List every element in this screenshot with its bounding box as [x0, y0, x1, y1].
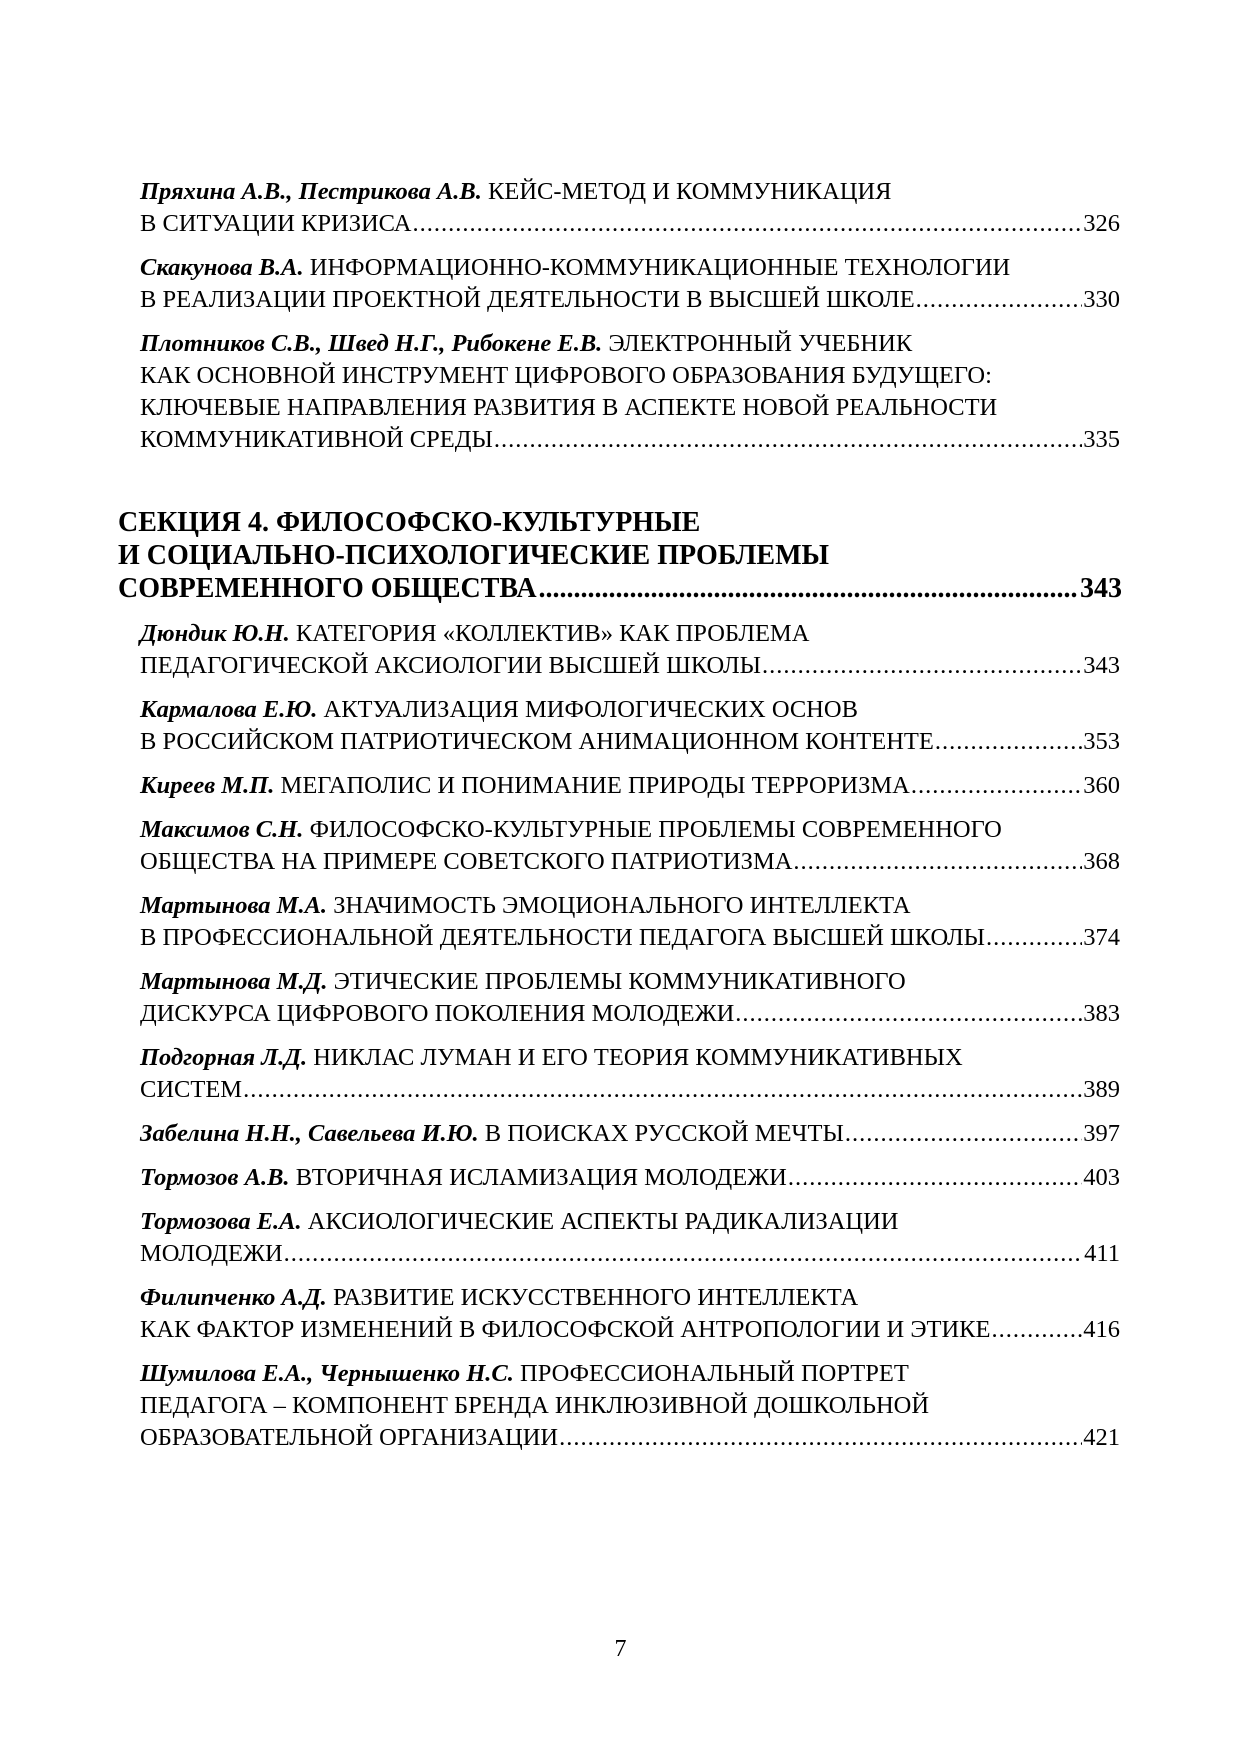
toc-entry-title: ПЕДАГОГИЧЕСКОЙ АКСИОЛОГИИ ВЫСШЕЙ ШКОЛЫ — [140, 652, 762, 679]
toc-entry-title: НИКЛАС ЛУМАН И ЕГО ТЕОРИЯ КОММУНИКАТИВНЫХ — [313, 1044, 963, 1071]
toc-entry-text — [140, 922, 985, 954]
toc-entry[interactable] — [140, 252, 1120, 316]
toc-entry-title: АКТУАЛИЗАЦИЯ МИФОЛОГИЧЕСКИХ ОСНОВ — [323, 696, 858, 723]
toc-entry-author: Скакунова В.А. — [140, 254, 304, 281]
toc-entry-title: В РОССИЙСКОМ ПАТРИОТИЧЕСКОМ АНИМАЦИОННОМ КОНТЕНТЕ — [140, 728, 934, 755]
toc-entry-line — [140, 284, 1120, 316]
toc-entry-line — [140, 922, 1120, 954]
dot-leader — [845, 1118, 1082, 1150]
toc-entry-line — [140, 392, 1120, 424]
toc-entry-page-number: 421 — [1083, 1424, 1120, 1451]
section-title-line-2: И СОЦИАЛЬНО-ПСИХОЛОГИЧЕСКИЕ ПРОБЛЕМЫ — [118, 540, 829, 571]
toc-entry-author: Плотников С.В., Швед Н.Г., Рибокене Е.В. — [140, 330, 603, 357]
toc-entry-title: ЭТИЧЕСКИЕ ПРОБЛЕМЫ КОММУНИКАТИВНОГО — [333, 968, 906, 995]
dot-leader — [494, 424, 1082, 456]
toc-entry-text — [140, 846, 792, 878]
toc-entry-title: КЕЙС-МЕТОД И КОММУНИКАЦИЯ — [488, 178, 892, 205]
toc-entry-line — [140, 1390, 1120, 1422]
toc-entry-line — [140, 1358, 1120, 1390]
toc-entry-page-number: 360 — [1083, 772, 1120, 799]
toc-entry-text — [140, 1074, 242, 1106]
toc-entry-title: КАТЕГОРИЯ «КОЛЛЕКТИВ» КАК ПРОБЛЕМА — [295, 620, 810, 647]
toc-entry[interactable] — [140, 1118, 1120, 1150]
toc-entry-text — [140, 650, 761, 682]
toc-entry-author: Максимов С.Н. — [140, 816, 304, 843]
dot-leader — [986, 922, 1082, 954]
toc-entry[interactable] — [140, 328, 1120, 456]
toc-entry-title: В РЕАЛИЗАЦИИ ПРОЕКТНОЙ ДЕЯТЕЛЬНОСТИ В ВЫСШЕЙ ШКОЛЕ — [140, 286, 915, 313]
toc-entry-title: РАЗВИТИЕ ИСКУССТВЕННОГО ИНТЕЛЛЕКТА — [332, 1284, 859, 1311]
toc-entry-title: МЕГАПОЛИС И ПОНИМАНИЕ ПРИРОДЫ ТЕРРОРИЗМА — [280, 772, 910, 799]
toc-entry[interactable] — [140, 1206, 1120, 1270]
dot-leader — [735, 998, 1082, 1030]
toc-entry-line — [140, 1118, 1120, 1150]
toc-section-heading — [118, 506, 1122, 605]
toc-entry-page-number: 416 — [1083, 1316, 1120, 1343]
toc-entry-line — [140, 176, 1120, 208]
dot-leader — [559, 1422, 1082, 1454]
toc-entry-line — [140, 694, 1120, 726]
toc-entry-text — [140, 424, 493, 456]
toc-entry-line — [140, 618, 1120, 650]
toc-entry-page-number: 335 — [1083, 426, 1120, 453]
toc-entry-title: КАК ОСНОВНОЙ ИНСТРУМЕНТ ЦИФРОВОГО ОБРАЗОВАНИЯ БУДУЩЕГО: — [140, 362, 992, 389]
toc-entry-text — [140, 726, 934, 758]
dot-leader — [243, 1074, 1082, 1106]
toc-entry-author: Киреев М.П. — [140, 772, 275, 799]
toc-entry-line — [140, 814, 1120, 846]
toc-entry-author: Пряхина А.В., Пестрикова А.В. — [140, 178, 482, 205]
toc-entry-line — [140, 1206, 1120, 1238]
dot-leader — [762, 650, 1082, 682]
toc-entry[interactable] — [140, 618, 1120, 682]
toc-entry-line — [140, 998, 1120, 1030]
section-title-line-3 — [118, 572, 1122, 605]
toc-entry[interactable] — [140, 770, 1120, 802]
toc-entry-line — [140, 1238, 1120, 1270]
toc-entry-text — [140, 1162, 787, 1194]
toc-entry-text — [140, 1314, 991, 1346]
toc-entry-line — [140, 252, 1120, 284]
toc-entry-title: ОБРАЗОВАТЕЛЬНОЙ ОРГАНИЗАЦИИ — [140, 1424, 559, 1451]
toc-entry-author: Тормозов А.В. — [140, 1164, 290, 1191]
toc-entry-title: ПРОФЕССИОНАЛЬНЫЙ ПОРТРЕТ — [520, 1360, 909, 1387]
section-page-number: 343 — [1080, 573, 1122, 604]
toc-entry-line — [140, 208, 1120, 240]
toc-entry[interactable] — [140, 694, 1120, 758]
toc-entry-line — [140, 966, 1120, 998]
toc-entry-page-number: 383 — [1083, 1000, 1120, 1027]
toc-entry-title: КАК ФАКТОР ИЗМЕНЕНИЙ В ФИЛОСОФСКОЙ АНТРОПОЛОГИИ И ЭТИКЕ — [140, 1316, 991, 1343]
toc-entry-author: Подгорная Л.Д. — [140, 1044, 308, 1071]
toc-entry[interactable] — [140, 814, 1120, 878]
toc-entry-page-number: 397 — [1083, 1120, 1120, 1147]
toc-entry-text — [140, 998, 734, 1030]
toc-entry-author: Шумилова Е.А., Чернышенко Н.С. — [140, 1360, 514, 1387]
toc-entry-title: ВТОРИЧНАЯ ИСЛАМИЗАЦИЯ МОЛОДЕЖИ — [295, 1164, 787, 1191]
toc-entry-author: Дюндик Ю.Н. — [140, 620, 290, 647]
toc-entry-title: В СИТУАЦИИ КРИЗИСА — [140, 210, 412, 237]
toc-entry-text — [140, 1118, 844, 1150]
toc-entry-author: Мартынова М.А. — [140, 892, 328, 919]
dot-leader — [916, 284, 1083, 316]
toc-entry-text — [140, 1238, 283, 1270]
toc-entry[interactable] — [140, 1282, 1120, 1346]
toc-entries-top — [140, 176, 1120, 468]
toc-entry-page-number: 374 — [1083, 924, 1120, 951]
toc-entry-text — [140, 208, 411, 240]
toc-entry-title: ДИСКУРСА ЦИФРОВОГО ПОКОЛЕНИЯ МОЛОДЕЖИ — [140, 1000, 735, 1027]
toc-entry-text — [140, 1422, 558, 1454]
toc-entry-line — [140, 424, 1120, 456]
dot-leader — [793, 846, 1082, 878]
dot-leader — [412, 208, 1082, 240]
toc-entry-title: СИСТЕМ — [140, 1076, 243, 1103]
toc-entry-author: Тормозова Е.А. — [140, 1208, 302, 1235]
dot-leader — [539, 572, 1078, 605]
dot-leader — [284, 1238, 1083, 1270]
toc-entry-line — [140, 846, 1120, 878]
toc-entry-line — [140, 890, 1120, 922]
toc-entry-page-number: 389 — [1083, 1076, 1120, 1103]
dot-leader — [935, 726, 1082, 758]
toc-entry[interactable] — [140, 1358, 1120, 1454]
toc-entry-line — [140, 1422, 1120, 1454]
toc-entry-line — [140, 770, 1120, 802]
toc-entry-title: КОММУНИКАТИВНОЙ СРЕДЫ — [140, 426, 493, 453]
toc-entry-title: МОЛОДЕЖИ — [140, 1240, 283, 1267]
toc-entry-title: ЗНАЧИМОСТЬ ЭМОЦИОНАЛЬНОГО ИНТЕЛЛЕКТА — [333, 892, 911, 919]
toc-entry-page-number: 326 — [1083, 210, 1120, 237]
toc-entry-line — [140, 1042, 1120, 1074]
section-title-line-3-text: СОВРЕМЕННОГО ОБЩЕСТВА — [118, 573, 537, 604]
toc-entry-page-number: 330 — [1083, 286, 1120, 313]
toc-entry-author: Забелина Н.Н., Савельева И.Ю. — [140, 1120, 479, 1147]
toc-entry[interactable] — [140, 890, 1120, 954]
toc-entry-line — [140, 1074, 1120, 1106]
toc-entry-title: ОБЩЕСТВА НА ПРИМЕРЕ СОВЕТСКОГО ПАТРИОТИЗМА — [140, 848, 793, 875]
toc-entry-text — [140, 770, 910, 802]
toc-entry-page-number: 368 — [1083, 848, 1120, 875]
toc-entry-line — [140, 726, 1120, 758]
toc-entry-line — [140, 328, 1120, 360]
toc-entry-title: АКСИОЛОГИЧЕСКИЕ АСПЕКТЫ РАДИКАЛИЗАЦИИ — [307, 1208, 899, 1235]
toc-entry-title: В ПОИСКАХ РУССКОЙ МЕЧТЫ — [484, 1120, 844, 1147]
toc-entry-line — [140, 360, 1120, 392]
dot-leader — [992, 1314, 1083, 1346]
section-title-line-1: СЕКЦИЯ 4. ФИЛОСОФСКО-КУЛЬТУРНЫЕ — [118, 507, 701, 538]
toc-entry-title: В ПРОФЕССИОНАЛЬНОЙ ДЕЯТЕЛЬНОСТИ ПЕДАГОГА ВЫСШЕЙ ШКОЛЫ — [140, 924, 985, 951]
toc-entry-title: ЭЛЕКТРОННЫЙ УЧЕБНИК — [608, 330, 913, 357]
toc-entry-line — [140, 1314, 1120, 1346]
toc-entry[interactable] — [140, 1042, 1120, 1106]
toc-entry[interactable] — [140, 1162, 1120, 1194]
toc-entry[interactable] — [140, 176, 1120, 240]
toc-entry-line — [140, 1282, 1120, 1314]
toc-entry-line — [140, 1162, 1120, 1194]
toc-entries-bottom — [140, 618, 1120, 1466]
toc-entry-title: ИНФОРМАЦИОННО-КОММУНИКАЦИОННЫЕ ТЕХНОЛОГИИ — [309, 254, 1011, 281]
toc-entry-author: Кармалова Е.Ю. — [140, 696, 318, 723]
toc-entry[interactable] — [140, 966, 1120, 1030]
toc-entry-author: Филипченко А.Д. — [140, 1284, 327, 1311]
page-number: 7 — [614, 1636, 627, 1662]
toc-entry-page-number: 403 — [1083, 1164, 1120, 1191]
toc-entry-page-number: 353 — [1083, 728, 1120, 755]
dot-leader — [788, 1162, 1082, 1194]
dot-leader — [911, 770, 1082, 802]
toc-entry-line — [140, 650, 1120, 682]
toc-entry-author: Мартынова М.Д. — [140, 968, 328, 995]
toc-entry-page-number: 411 — [1084, 1240, 1120, 1267]
toc-entry-title: ПЕДАГОГА – КОМПОНЕНТ БРЕНДА ИНКЛЮЗИВНОЙ ДОШКОЛЬНОЙ — [140, 1392, 930, 1419]
toc-entry-title: ФИЛОСОФСКО-КУЛЬТУРНЫЕ ПРОБЛЕМЫ СОВРЕМЕННОГО — [309, 816, 1002, 843]
toc-entry-title: КЛЮЧЕВЫЕ НАПРАВЛЕНИЯ РАЗВИТИЯ В АСПЕКТЕ НОВОЙ РЕАЛЬНОСТИ — [140, 394, 998, 421]
toc-entry-page-number: 343 — [1083, 652, 1120, 679]
toc-entry-text — [140, 284, 915, 316]
